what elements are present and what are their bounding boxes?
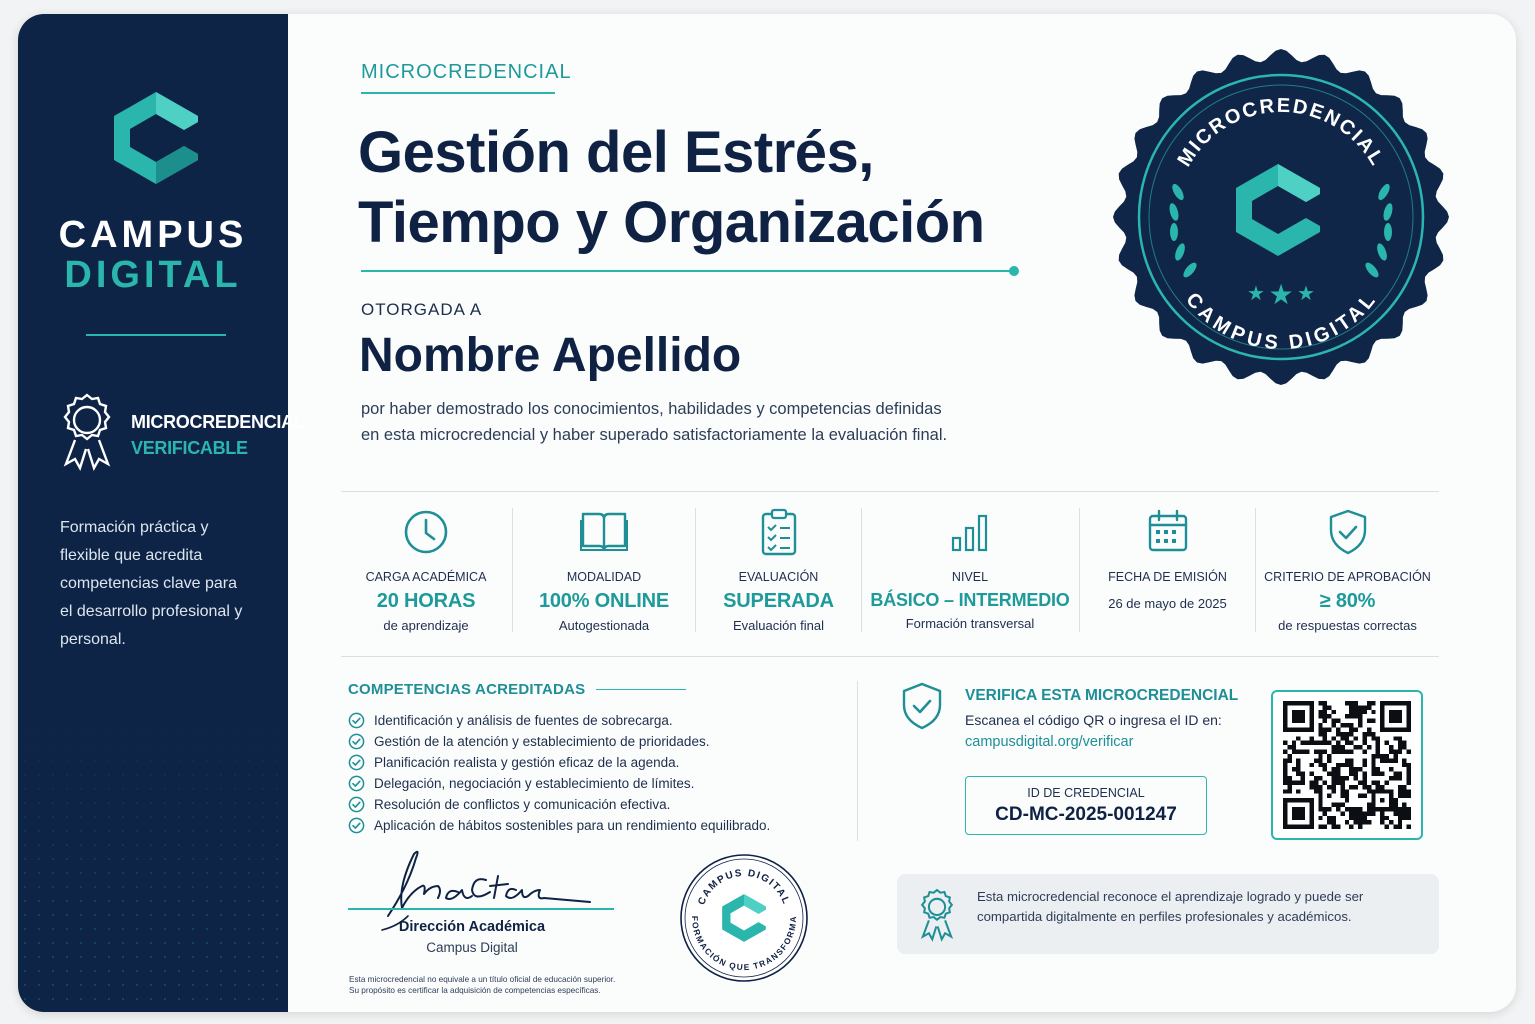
stat-label: CARGA ACADÉMICA [365,570,487,584]
certificate-card [18,14,1516,1012]
stat-sub: Autogestionada [558,618,650,633]
competency-item [348,710,770,731]
stat-value: SUPERADA [723,590,834,612]
svg-text:★: ★ [1297,281,1315,305]
stats-row [341,508,1439,636]
signer-organization: Campus Digital [426,940,518,955]
seal-top-text: MICROCREDENCIAL [1173,94,1389,171]
stat-label: FECHA DE EMISIÓN [1108,570,1227,584]
competency-item [348,815,770,836]
award-ribbon-icon [58,392,116,472]
stat-fecha [1080,508,1255,636]
check-circle-icon [348,817,365,834]
share-note-text: Esta microcredencial reconoce el aprendizaje logrado y puede ser compartida digitalmente en perfiles profesionales y académicos. [977,889,1364,924]
qr-code[interactable] [1271,690,1423,840]
campus-digital-stamp [678,852,810,984]
credential-id-label: ID DE CREDENCIAL [1027,786,1145,800]
stats-bottom-rule [341,656,1439,657]
awarded-to-label: OTORGADA A [361,300,483,319]
stat-sub: de aprendizaje [383,618,469,633]
verified-line-2: VERIFICABLE [131,438,248,458]
competency-item [348,731,770,752]
course-title: Gestión del Estrés, Tiempo y Organización [358,120,985,255]
disclaimer-line-1: Esta microcredencial no equivale a un título oficial de educación superior. [349,975,616,984]
stamp-bottom-text: FORMACIÓN QUE TRANSFORMA [689,915,799,973]
sidebar [18,14,305,1012]
stat-sub: Evaluación final [732,618,825,633]
stat-value: BÁSICO – INTERMEDIO [870,590,1070,610]
competencies-rule [596,689,686,690]
stat-value: 20 HORAS [376,590,476,612]
stat-modalidad [513,508,695,636]
svg-text:★: ★ [1268,278,1294,311]
award-ribbon-icon [917,888,957,942]
verify-shield-icon [900,681,944,731]
campus-digital-logo-icon [106,88,206,188]
competency-item [348,794,770,815]
stat-sub: de respuestas correctas [1278,618,1417,633]
stat-value: 100% ONLINE [538,590,670,612]
competency-text: Resolución de conflictos y comunicación efectiva. [374,797,671,812]
competency-text: Planificación realista y gestión eficaz de la agenda. [374,755,680,770]
disclaimer-line-2: Su propósito es certificar la adquisición de competencias específicas. [349,986,601,995]
award-statement: por haber demostrado los conocimientos, habilidades y competencias definidas en esta microcredencial y haber superado satisfactoriamente la evaluación final. [361,400,948,444]
title-underline-dot [1009,266,1019,276]
stat-value: 26 de mayo de 2025 [1108,596,1227,611]
stat-nivel [862,508,1078,636]
book-icon [579,508,629,554]
stat-carga [341,508,511,636]
stat-evaluacion [696,508,861,636]
sidebar-divider [86,334,226,336]
signature-line [348,908,614,910]
competency-text: Gestión de la atención y establecimiento de prioridades. [374,734,710,749]
check-circle-icon [348,775,365,792]
check-circle-icon [348,733,365,750]
share-note [897,874,1439,954]
stat-sub: Formación transversal [905,616,1035,631]
stat-label: NIVEL [951,570,989,584]
credential-id-value: CD-MC-2025-001247 [995,804,1177,825]
check-circle-icon [348,796,365,813]
verify-url-link[interactable]: campusdigital.org/verificar [965,734,1134,750]
competency-item [348,752,770,773]
check-circle-icon [348,712,365,729]
stat-value: ≥ 80% [1319,590,1376,612]
stat-label: CRITERIO DE APROBACIÓN [1264,570,1431,584]
competency-item [348,773,770,794]
brand-line-1: CAMPUS [58,214,248,256]
calendar-icon [1146,508,1190,554]
title-underline [361,270,1013,272]
svg-text:★: ★ [1247,281,1265,305]
signer-title: Dirección Académica [398,919,546,935]
seal-bottom-text: CAMPUS DIGITAL [1181,288,1381,354]
sidebar-description: Formación práctica y flexible que acredita competencias clave para el desarrollo profesional y personal. [60,519,243,648]
stamp-top-text: CAMPUS DIGITAL [696,867,792,907]
competency-text: Aplicación de hábitos sostenibles para un rendimiento equilibrado. [374,818,771,833]
eyebrow-label: MICROCREDENCIAL [361,61,572,83]
credential-id-box [965,776,1207,835]
section-divider [857,681,858,841]
check-circle-icon [348,754,365,771]
stat-label: MODALIDAD [566,570,642,584]
verify-title: VERIFICA ESTA MICROCREDENCIAL [965,687,1239,704]
clipboard-icon [759,508,799,556]
stats-top-rule [341,491,1439,492]
clock-icon [402,508,450,556]
brand-line-2: DIGITAL [64,254,242,296]
stat-label: EVALUACIÓN [738,570,819,584]
competency-text: Identificación y análisis de fuentes de sobrecarga. [374,713,673,728]
disclaimer [349,974,615,996]
bar-chart-icon [950,508,990,554]
qr-code-icon [1282,701,1412,829]
microcredential-seal [1106,42,1456,392]
stat-criterio [1256,508,1439,636]
competency-text: Delegación, negociación y establecimiento de límites. [374,776,695,791]
eyebrow-underline [361,92,555,94]
competencies-list [348,710,770,836]
dot-pattern [18,712,288,1012]
verified-line-1: MICROCREDENCIAL [131,412,305,432]
verify-instructions: Escanea el código QR o ingresa el ID en: [965,712,1222,728]
shield-check-icon [1327,508,1369,556]
competencies-title: COMPETENCIAS ACREDITADAS [348,681,586,698]
recipient-name: Nombre Apellido [359,329,742,382]
